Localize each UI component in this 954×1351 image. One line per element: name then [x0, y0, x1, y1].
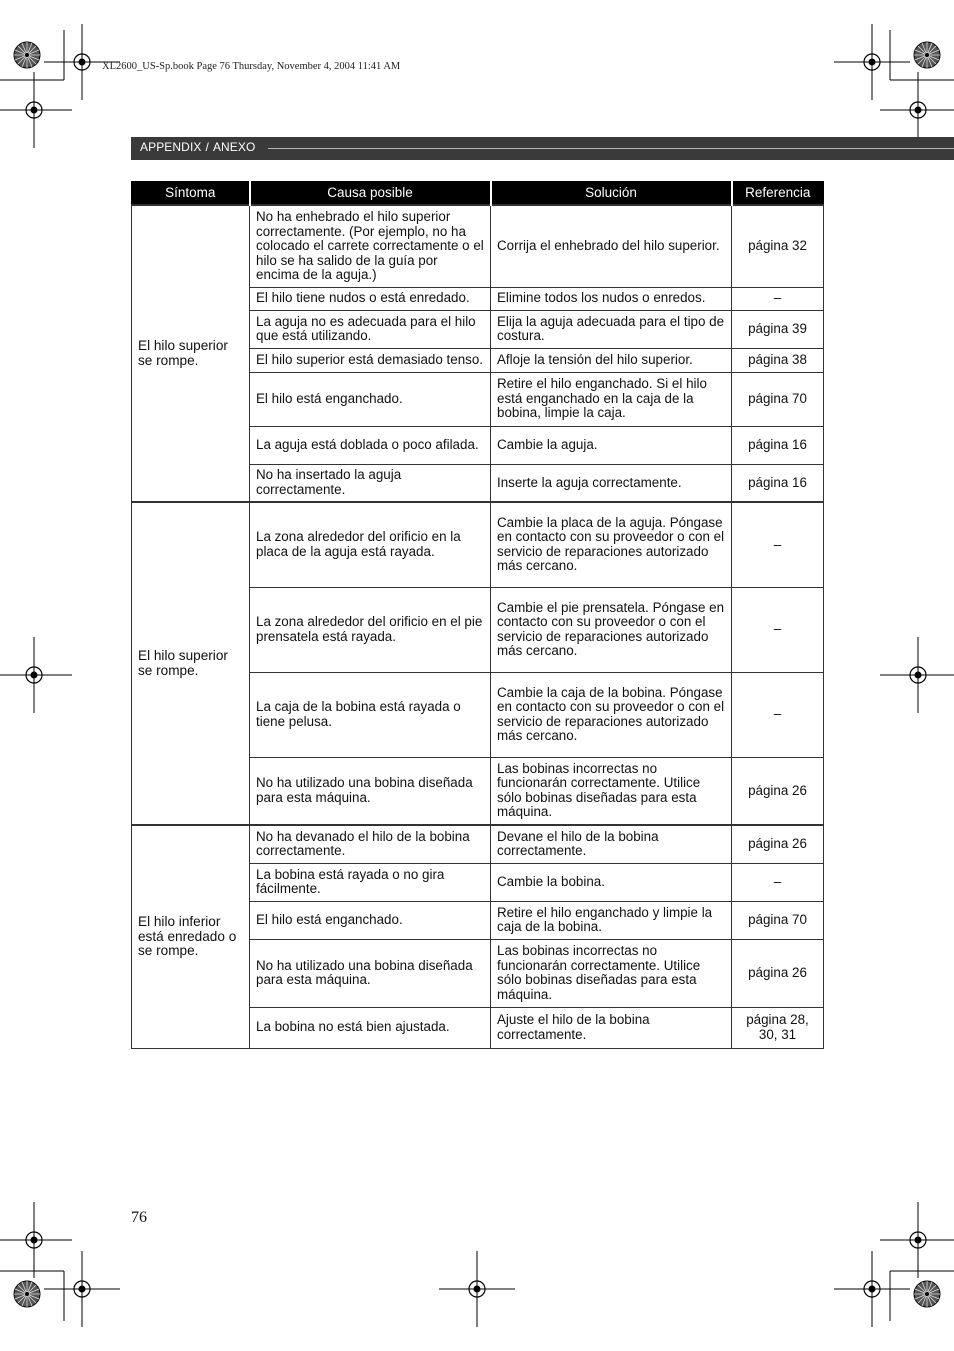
cause-cell: No ha enhebrado el hilo superior correctamente. (Por ejemplo, no ha colocado el carrete correctamente o el hilo se ha salido de la guía por encima de la aguja.): [250, 205, 491, 287]
cause-cell: No ha utilizado una bobina diseñada para esta máquina.: [250, 939, 491, 1007]
cause-cell: La caja de la bobina está rayada o tiene pelusa.: [250, 672, 491, 757]
reference-cell: página 26: [732, 757, 824, 825]
print-job-info: XL2600_US-Sp.book Page 76 Thursday, November 4, 2004 11:41 AM: [102, 61, 401, 72]
cause-cell: La aguja no es adecuada para el hilo que está utilizando.: [250, 310, 491, 348]
cause-cell: La zona alrededor del orificio en el pie prensatela está rayada.: [250, 587, 491, 672]
reference-cell: página 70: [732, 901, 824, 939]
symptom-cell: El hilo superior se rompe.: [132, 205, 250, 502]
solution-cell: Elimine todos los nudos o enredos.: [491, 287, 732, 310]
solution-cell: Devane el hilo de la bobina correctamente.: [491, 825, 732, 863]
reference-cell: –: [732, 587, 824, 672]
symptom-group-upper-thread-2: [132, 502, 824, 825]
solution-cell: Cambie la caja de la bobina. Póngase en contacto con su proveedor o con el servicio de reparaciones autorizado más cercano.: [491, 672, 732, 757]
reference-cell: página 70: [732, 372, 824, 426]
reference-cell: página 16: [732, 464, 824, 502]
solution-cell: Cambie el pie prensatela. Póngase en contacto con su proveedor o con el servicio de reparaciones autorizado más cercano.: [491, 587, 732, 672]
reference-cell: –: [732, 672, 824, 757]
reference-cell: página 38: [732, 348, 824, 372]
symptom-group-upper-thread-1: [132, 205, 824, 502]
solution-cell: Las bobinas incorrectas no funcionarán correctamente. Utilice sólo bobinas diseñadas para esta máquina.: [491, 757, 732, 825]
reference-cell: –: [732, 863, 824, 901]
cause-cell: La bobina no está bien ajustada.: [250, 1007, 491, 1048]
reference-cell: página 16: [732, 426, 824, 464]
column-header-reference: Referencia: [732, 182, 824, 206]
solution-cell: Retire el hilo enganchado y limpie la caja de la bobina.: [491, 901, 732, 939]
table-row: [132, 825, 824, 863]
symptom-cell: El hilo inferior está enredado o se rompe.: [132, 825, 250, 1048]
section-header-label: [140, 140, 255, 154]
table-row: [132, 502, 824, 587]
cause-cell: El hilo superior está demasiado tenso.: [250, 348, 491, 372]
reference-cell: –: [732, 502, 824, 587]
section-separator: /: [205, 140, 209, 154]
section-name-english: APPENDIX: [140, 140, 202, 154]
solution-cell: Cambie la aguja.: [491, 426, 732, 464]
solution-cell: Afloje la tensión del hilo superior.: [491, 348, 732, 372]
section-name-spanish: ANEXO: [212, 140, 256, 154]
troubleshooting-table: [131, 181, 824, 1049]
solution-cell: Corrija el enhebrado del hilo superior.: [491, 205, 732, 287]
header-rule: [268, 148, 954, 149]
solution-cell: Retire el hilo enganchado. Si el hilo está enganchado en la caja de la bobina, limpie la caja.: [491, 372, 732, 426]
solution-cell: Inserte la aguja correctamente.: [491, 464, 732, 502]
cause-cell: El hilo tiene nudos o está enredado.: [250, 287, 491, 310]
reference-cell: página 28, 30, 31: [732, 1007, 824, 1048]
solution-cell: Cambie la bobina.: [491, 863, 732, 901]
solution-cell: Ajuste el hilo de la bobina correctamente.: [491, 1007, 732, 1048]
table-header-row: [132, 182, 824, 206]
table-row: [132, 205, 824, 287]
cause-cell: La aguja está doblada o poco afilada.: [250, 426, 491, 464]
cause-cell: No ha devanado el hilo de la bobina correctamente.: [250, 825, 491, 863]
symptom-group-lower-thread: [132, 825, 824, 1048]
reference-cell: página 32: [732, 205, 824, 287]
section-header-bar: [131, 137, 954, 160]
column-header-cause: Causa posible: [250, 182, 491, 206]
column-header-symptom: Síntoma: [132, 182, 250, 206]
cause-cell: La bobina está rayada o no gira fácilmente.: [250, 863, 491, 901]
solution-cell: Las bobinas incorrectas no funcionarán correctamente. Utilice sólo bobinas diseñadas para esta máquina.: [491, 939, 732, 1007]
cause-cell: No ha insertado la aguja correctamente.: [250, 464, 491, 502]
cause-cell: No ha utilizado una bobina diseñada para esta máquina.: [250, 757, 491, 825]
cause-cell: El hilo está enganchado.: [250, 372, 491, 426]
reference-cell: página 26: [732, 939, 824, 1007]
cause-cell: La zona alrededor del orificio en la placa de la aguja está rayada.: [250, 502, 491, 587]
reference-cell: página 26: [732, 825, 824, 863]
solution-cell: Elija la aguja adecuada para el tipo de costura.: [491, 310, 732, 348]
reference-cell: –: [732, 287, 824, 310]
column-header-solution: Solución: [491, 182, 732, 206]
reference-cell: página 39: [732, 310, 824, 348]
cause-cell: El hilo está enganchado.: [250, 901, 491, 939]
page-number: 76: [131, 1209, 147, 1226]
solution-cell: Cambie la placa de la aguja. Póngase en contacto con su proveedor o con el servicio de reparaciones autorizado más cercano.: [491, 502, 732, 587]
symptom-cell: El hilo superior se rompe.: [132, 502, 250, 825]
